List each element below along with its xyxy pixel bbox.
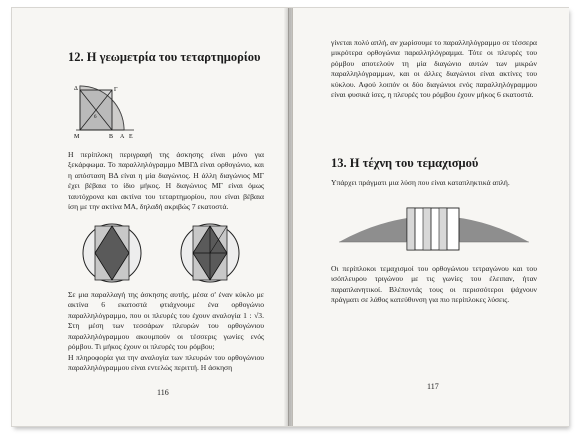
paragraph-solution-continued: γίνεται πολύ απλή, αν χωρίσουμε το παραλληλόγραμμο σε τέσσερα μικρότερα ορθογώνια παραλληλόγραμμα. Τότε οι πλευρές του ρόμβου αποτελούν τη μία διαγώνιο αυτών των μικρών παραλληλόγραμμων, και οι άλλες διαγώνιοι είναι ακτίνες του κύκλου. Αφού λοιπόν οι δύο διαγώνιοι ενός παραλληλόγραμμου είναι φυσικά ίσες, η πλευρές του ρόμβου έχουν μήκος 6 εκατοστά. — [331, 38, 537, 100]
strip — [423, 208, 431, 250]
left-page — [12, 8, 289, 426]
open-book — [12, 8, 568, 426]
right-page — [292, 8, 569, 426]
circle-figures — [68, 222, 268, 284]
label-b: B — [109, 134, 114, 140]
paragraph-explanation: Η περίπλοκη περιγραφή της άσκησης είναι μόνο για ξεκάρφωμα. Το παραλληλόγραμμο ΜΒΓΔ είναι ορθογώνιο, και η απόσταση ΒΔ είναι η μία διαγώνιος. Η άλλη διαγώνιος ΜΓ έχει βέβαια το ίδιο μήκος. Η διαγώνιος ΜΓ είναι όμως ταυτόχρονα και ακτίνα του τεταρτημορίου, που είναι βέβαια ίση με την ακτίνα ΜΑ, δηλαδή ακριβώς 7 εκατοστά. — [68, 150, 264, 212]
dissection-figure — [331, 204, 537, 252]
circle-figure-right — [181, 224, 239, 282]
page-number-right: 117 — [427, 382, 439, 391]
page-number-left: 116 — [157, 388, 169, 397]
label-delta: Δ — [74, 86, 78, 92]
label-gamma: Γ — [114, 87, 118, 93]
label-radius-value: 6 — [94, 115, 97, 120]
circle-figure-left — [83, 224, 141, 282]
paragraph-conclusion: Οι περίπλοκοι τεμαχισμοί του ορθογώνιου τετραγώνου και του ισόπλευρου τριγώνου με τις γωνίες του έλειπαν, ήταν παραπλανητικοί. Βλέποντάς τους οι περισσότεροι ψάχνουν πράγματι σε λάθος κατεύθυνση για πιο περίπλοκες λύσεις. — [331, 264, 537, 305]
quadrant-figure — [74, 82, 146, 144]
section-heading-13: 13. Η τέχνη του τεμαχισμού — [331, 156, 479, 170]
label-a: A — [120, 134, 125, 140]
label-m: M — [74, 134, 80, 140]
paragraph-hint: Η πληροφορία για την αναλογία των πλευρών του ορθογώνιου παραλληλόγραμμου είναι εντελώς περιττή. Η άσκηση — [68, 353, 264, 373]
strip — [407, 208, 415, 250]
section-heading-12: 12. Η γεωμετρία του τεταρτημορίου — [68, 50, 261, 64]
paragraph-intro: Υπάρχει πράγματι μια λύση που είναι καταπληκτικά απλή. — [331, 178, 510, 187]
paragraph-variation: Σε μια παραλλαγή της άσκησης αυτής, μέσα σ' έναν κύκλο με ακτίνα 6 εκατοστά φτιάχνουμε ένα ορθογώνιο παραλληλόγραμμο, που οι πλευρές του έχουν αναλογία 1 : √3. Στη μέση των τεσσάρων πλευρών του ορθογώνιου παραλληλόγραμμου ακουμπούν οι τέσσερις γωνίες ενός ρόμβου. Τι μήκος έχουν οι πλευρές του ρόμβου; — [68, 290, 264, 352]
label-e: E — [129, 134, 133, 140]
strip — [439, 208, 447, 250]
